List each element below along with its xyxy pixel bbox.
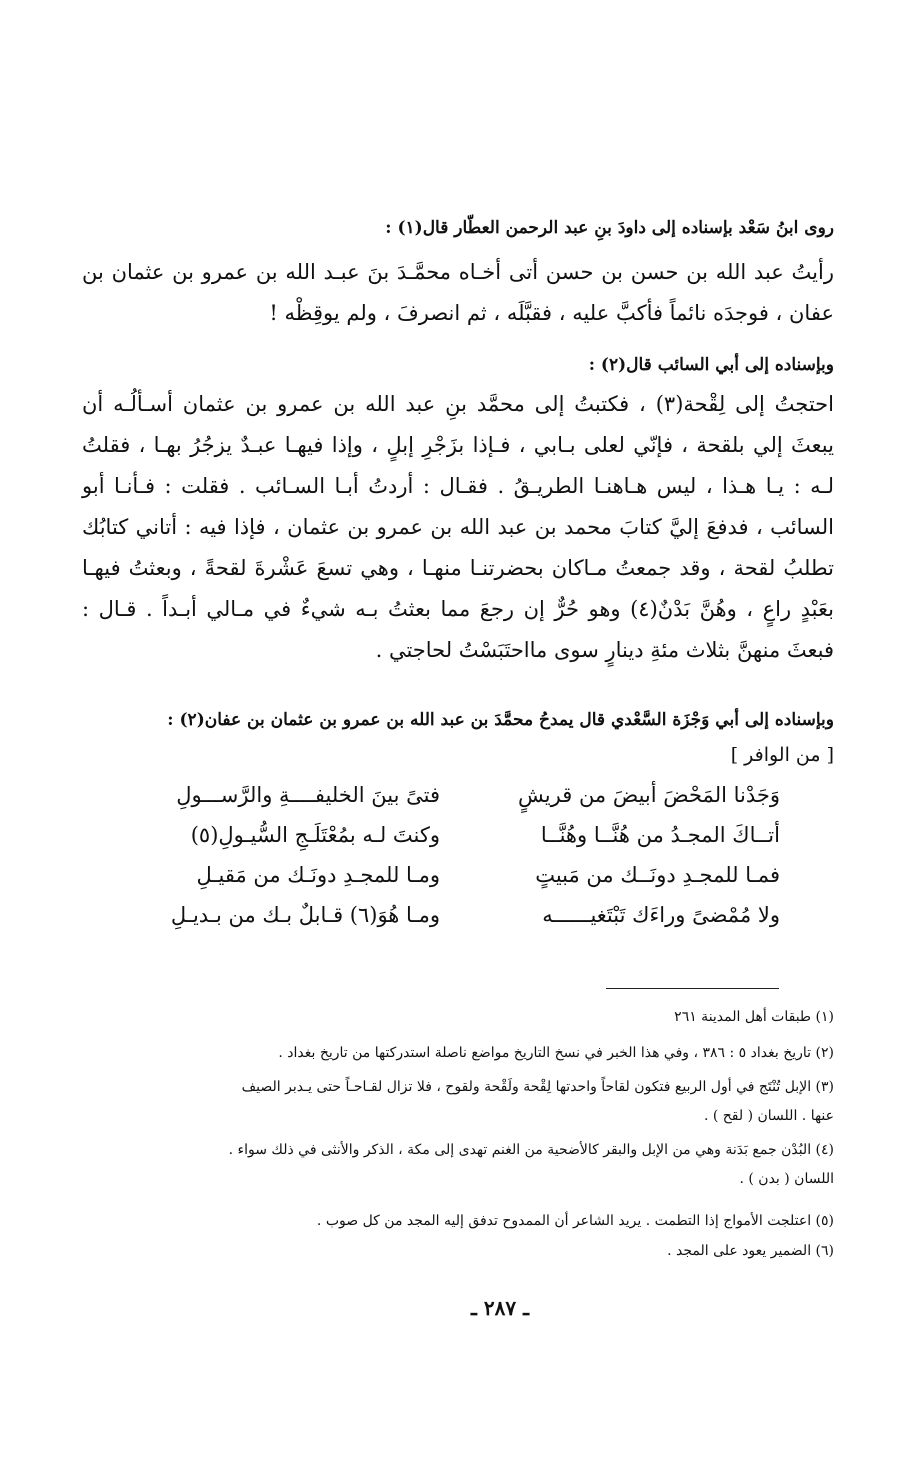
isnad-line-2: وبإسناده إلى أبي السائب قال(٢) : xyxy=(588,355,834,375)
paragraph-2: احتجتُ إلى لِقْحة(٣) ، فكتبتُ إلى محمَّد بنِ عبد الله بن عمرو بن عثمان أسـألُـه أن يبعثَ إلي بلقحة ، فإنّي لعلى بـابي ، فـإذا بزَجْرِ إبلٍ ، وإذا فيهـا عبـدٌ يزجُرُ بهـا ، فقلتُ لـه : يـا هـذا ، ليس هـاهنـا الطريـقُ . فقـال : أردتُ أبـا السـائب . فقلت : فـأنـا أبو السائب ، فدفعَ إليَّ كتابَ محمد بن عبد الله بن عمرو بن عثمان ، فإذا فيه : أتاني كتابُك تطلبُ لقحة ، وقد جمعتُ مـاكان بحضرتنـا منهـا ، وهي تسعَ عَشْرةَ لقحةً ، وبعثتُ فيهـا بعَبْدٍ راعٍ ، وهُنَّ بَدْنٌ(٤) وهو حُرٌّ إن رجعَ مما بعثتُ بـه شيءٌ في مـالي أبـداً . قـال : فبعثَ منهنَّ بثلاث مئةِ دينارٍ سوى مااحتَبَسْتُ لحاجتي . xyxy=(82,392,835,662)
footnote-3-continued: عنها . اللسان ( لقح ) . xyxy=(703,1108,834,1124)
footnote-2: (٢) تاريخ بغداد ٥ : ٣٨٦ ، وفي هذا الخبر في نسخ التاريخ مواضع ناصلة استدركتها من تاريخ بغداد . xyxy=(278,1045,834,1061)
poem-meter-label: [ من الوافر ] xyxy=(730,744,834,766)
poem-verse xyxy=(140,815,780,855)
verse-first-hemistich: فمـا للمجـدِ دونَــك من مَبيتٍ xyxy=(535,863,780,887)
footnote-6: (٦) الضمير يعود على المجد . xyxy=(667,1243,834,1259)
footnote-5: (٥) اعتلجت الأمواج إذا التطمت . يريد الشاعر أن الممدوح تدفق إليه المجد من كل صوب . xyxy=(316,1213,834,1229)
footnote-3: (٣) الإبل تُنْتَج في أول الربيع فتكون لقاحاً واحدتها لِقْحة ولَقْحة ولقوح ، فلا تزال لقـاحـاً حتى يـدبر الصيف xyxy=(241,1079,834,1095)
verse-second-hemistich: فتىً بينَ الخليفــــةِ والرَّســـولِ xyxy=(176,783,440,807)
verse-first-hemistich: وَجَدْنا المَحْضَ أبيضَ من قريشٍ xyxy=(518,783,780,807)
verse-second-hemistich: وكنتَ لـه بمُعْتَلَـجِ السُّيـولِ(٥) xyxy=(190,823,440,847)
page-number: ـ ٢٨٧ ـ xyxy=(471,1296,529,1320)
poem-verse xyxy=(140,855,780,895)
footnote-4: (٤) البُدْن جمع بَدَنة وهي من الإبل والبقر كالأضحية من الغنم تهدى إلى مكة ، الذكر والأنثى في ذلك سواء . xyxy=(228,1142,834,1158)
footnote-4-continued: اللسان ( بدن ) . xyxy=(739,1171,834,1187)
poem-verse xyxy=(140,775,780,815)
isnad-line-1: روى ابنُ سَعْد بإسناده إلى داودَ بنِ عبد الرحمن العطّار قال(١) : xyxy=(385,218,834,238)
footnote-1: (١) طبقات أهل المدينة ٢٦١ xyxy=(674,1009,834,1025)
paragraph-1: رأيتُ عبد الله بن حسن بن حسن أتى أخـاه محمَّـدَ بنَ عبـد الله بن عمرو بن عثمان بن عفان ، فوجدَه نائماً فأكبَّ عليه ، فقبَّلَه ، ثم انصرفَ ، ولم يوقِظْه ! xyxy=(82,260,834,325)
isnad-line-3: وبإسناده إلى أبي وَجْزَة السَّعْدي قال يمدحُ محمَّدَ بن عبد الله بن عمرو بن عثمان بن عفان(٢) : xyxy=(167,710,834,730)
verse-second-hemistich: ومـا هُوَ(٦) قـابلٌ بـك من بـديـلِ xyxy=(170,903,440,927)
poem xyxy=(140,775,780,935)
verse-first-hemistich: أتــاكَ المجـدُ من هُنَّــا وهُنَّــا xyxy=(540,823,780,847)
poem-verse xyxy=(140,895,780,935)
footnote-separator xyxy=(606,988,779,989)
verse-second-hemistich: ومـا للمجـدِ دونَـك من مَقيـلِ xyxy=(196,863,440,887)
verse-first-hemistich: ولا مُمْضىً وراءَك تَبْتَغيــــــه xyxy=(542,903,780,927)
